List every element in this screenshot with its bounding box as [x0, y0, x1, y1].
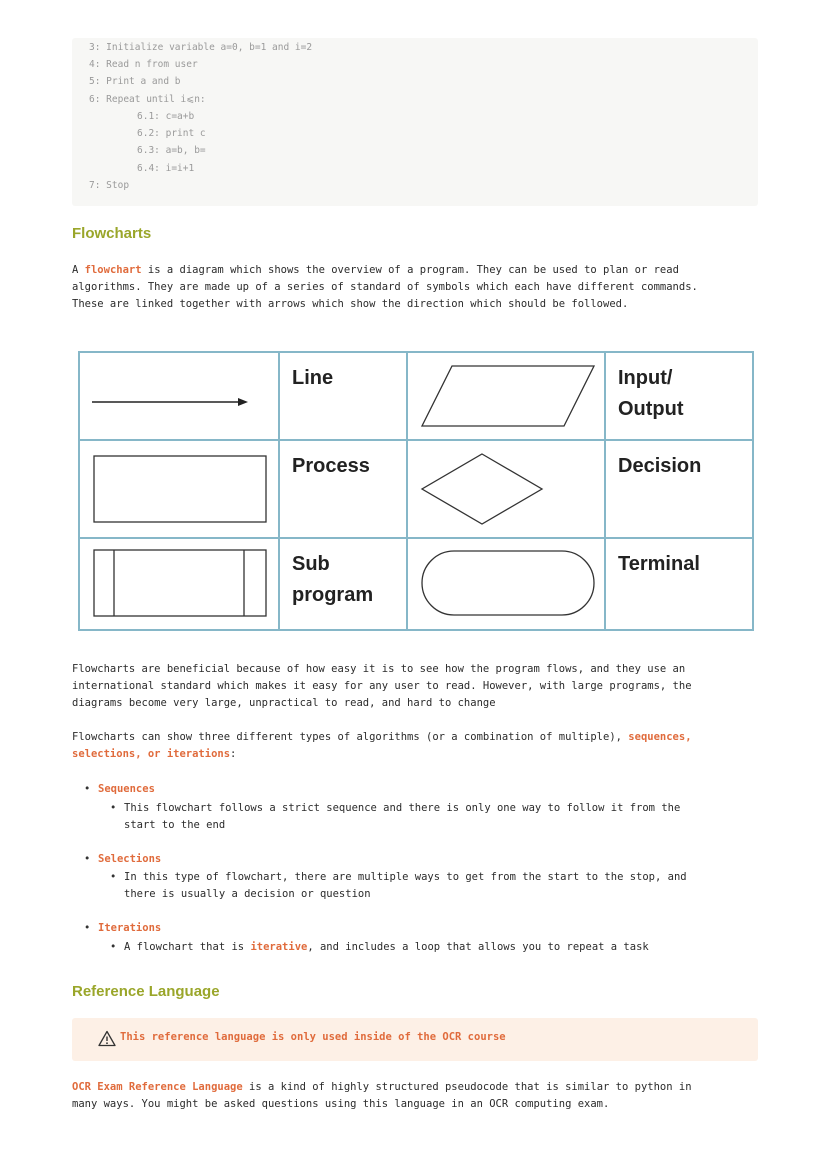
flowchart-symbols-table — [78, 351, 754, 631]
process-label-cell — [279, 440, 407, 538]
diamond-icon — [408, 441, 604, 537]
io-label: Input/ Output — [618, 367, 684, 420]
code-line: 6: Repeat until i⩽n: — [89, 94, 206, 105]
process-symbol-cell — [79, 440, 279, 538]
line-label: Line — [292, 367, 334, 389]
list-item-iterations-desc: • A flowchart that is iterative, and includes a loop that allows you to repeat a task — [110, 941, 649, 953]
list-item-sequences-desc: • This flowchart follows a strict sequence and there is only one way to follow it from the start to the end — [124, 800, 680, 834]
subprogram-label: Sub program — [292, 553, 374, 606]
benefits-text: diagrams become very large, unpractical to read, and hard to change — [72, 697, 496, 709]
list-text: , and includes a loop that allows you to repeat a task — [307, 941, 649, 953]
reference-text: many ways. You might be asked questions using this language in an OCR computing exam. — [72, 1098, 610, 1110]
code-line: 6.4: i=i+1 — [137, 163, 195, 174]
list-text: A flowchart that is — [124, 941, 251, 953]
ocr-reference-link[interactable]: OCR Exam Reference Language — [72, 1081, 243, 1093]
subprogram-symbol-cell — [79, 538, 279, 630]
flowchart-link[interactable]: flowchart — [84, 264, 142, 276]
list-text: This flowchart follows a strict sequence and there is only one way to follow it from the — [124, 802, 681, 814]
code-line: 6.3: a=b, b= — [137, 145, 206, 156]
process-label: Process — [292, 455, 370, 477]
iterations-title[interactable]: Iterations — [98, 922, 162, 934]
list-item-selections: • Selections — [84, 853, 162, 865]
iterative-link[interactable]: iterative — [250, 941, 308, 953]
types-text: : — [230, 748, 237, 760]
decision-symbol-cell — [407, 440, 605, 538]
code-line: 7: Stop — [89, 180, 130, 191]
warning-icon — [98, 1030, 116, 1047]
decision-label: Decision — [618, 455, 702, 477]
intro-text: A — [72, 264, 85, 276]
sequences-title[interactable]: Sequences — [98, 783, 155, 795]
code-line: 5: Print a and b — [89, 76, 181, 87]
types-text: Flowcharts can show three different types of algorithms (or a combination of multiple), — [72, 731, 629, 743]
selections-title[interactable]: Selections — [98, 853, 162, 865]
reference-text: is a kind of highly structured pseudocode that is similar to python in — [242, 1081, 692, 1093]
callout-text: This reference language is only used inside of the OCR course — [120, 1031, 506, 1043]
list-text: In this type of flowchart, there are multiple ways to get from the start to the stop, and — [124, 871, 687, 883]
benefits-text: Flowcharts are beneficial because of how easy it is to see how the program flows, and they use an — [72, 663, 686, 675]
benefits-paragraph — [72, 661, 762, 712]
warning-callout — [72, 1018, 758, 1061]
terminal-symbol-cell — [407, 538, 605, 630]
code-block — [72, 38, 758, 206]
list-item-iterations: • Iterations — [84, 922, 162, 934]
rounded-rectangle-icon — [408, 539, 604, 629]
subprogram-icon — [80, 539, 278, 629]
reference-heading: Reference Language — [72, 983, 220, 1000]
code-line: 6.1: c=a+b — [137, 111, 195, 122]
reference-paragraph — [72, 1079, 762, 1113]
io-label-cell — [605, 352, 753, 440]
parallelogram-icon — [408, 353, 604, 439]
types-paragraph — [72, 729, 762, 763]
terminal-label: Terminal — [618, 553, 700, 575]
flowcharts-heading: Flowcharts — [72, 225, 152, 242]
list-item-sequences: • Sequences — [84, 783, 155, 795]
selections-iterations-link[interactable]: selections, or iterations — [72, 748, 231, 760]
line-label-cell — [279, 352, 407, 440]
flowcharts-intro — [72, 262, 762, 313]
code-line: 6.2: print c — [137, 128, 206, 139]
intro-text: algorithms. They are made up of a series of standard of symbols which each have different commands. — [72, 281, 698, 293]
code-line: 4: Read n from user — [89, 59, 198, 70]
benefits-text: international standard which makes it easy for any user to read. However, with large programs, the — [72, 680, 692, 692]
list-text: start to the end — [124, 819, 226, 831]
decision-label-cell — [605, 440, 753, 538]
list-item-selections-desc: • In this type of flowchart, there are multiple ways to get from the start to the stop, and there is usually a decision or question — [124, 869, 687, 903]
terminal-label-cell — [605, 538, 753, 630]
rectangle-icon — [80, 441, 278, 537]
subprogram-label-cell — [279, 538, 407, 630]
line-symbol-cell — [79, 352, 279, 440]
list-text: there is usually a decision or question — [124, 888, 371, 900]
io-symbol-cell — [407, 352, 605, 440]
intro-text: These are linked together with arrows which show the direction which should be followed. — [72, 298, 629, 310]
sequences-link[interactable]: sequences, — [628, 731, 692, 743]
intro-text: is a diagram which shows the overview of a program. They can be used to plan or read — [141, 264, 679, 276]
line-arrow-icon — [80, 353, 278, 439]
code-line: 3: Initialize variable a=0, b=1 and i=2 — [89, 42, 313, 53]
